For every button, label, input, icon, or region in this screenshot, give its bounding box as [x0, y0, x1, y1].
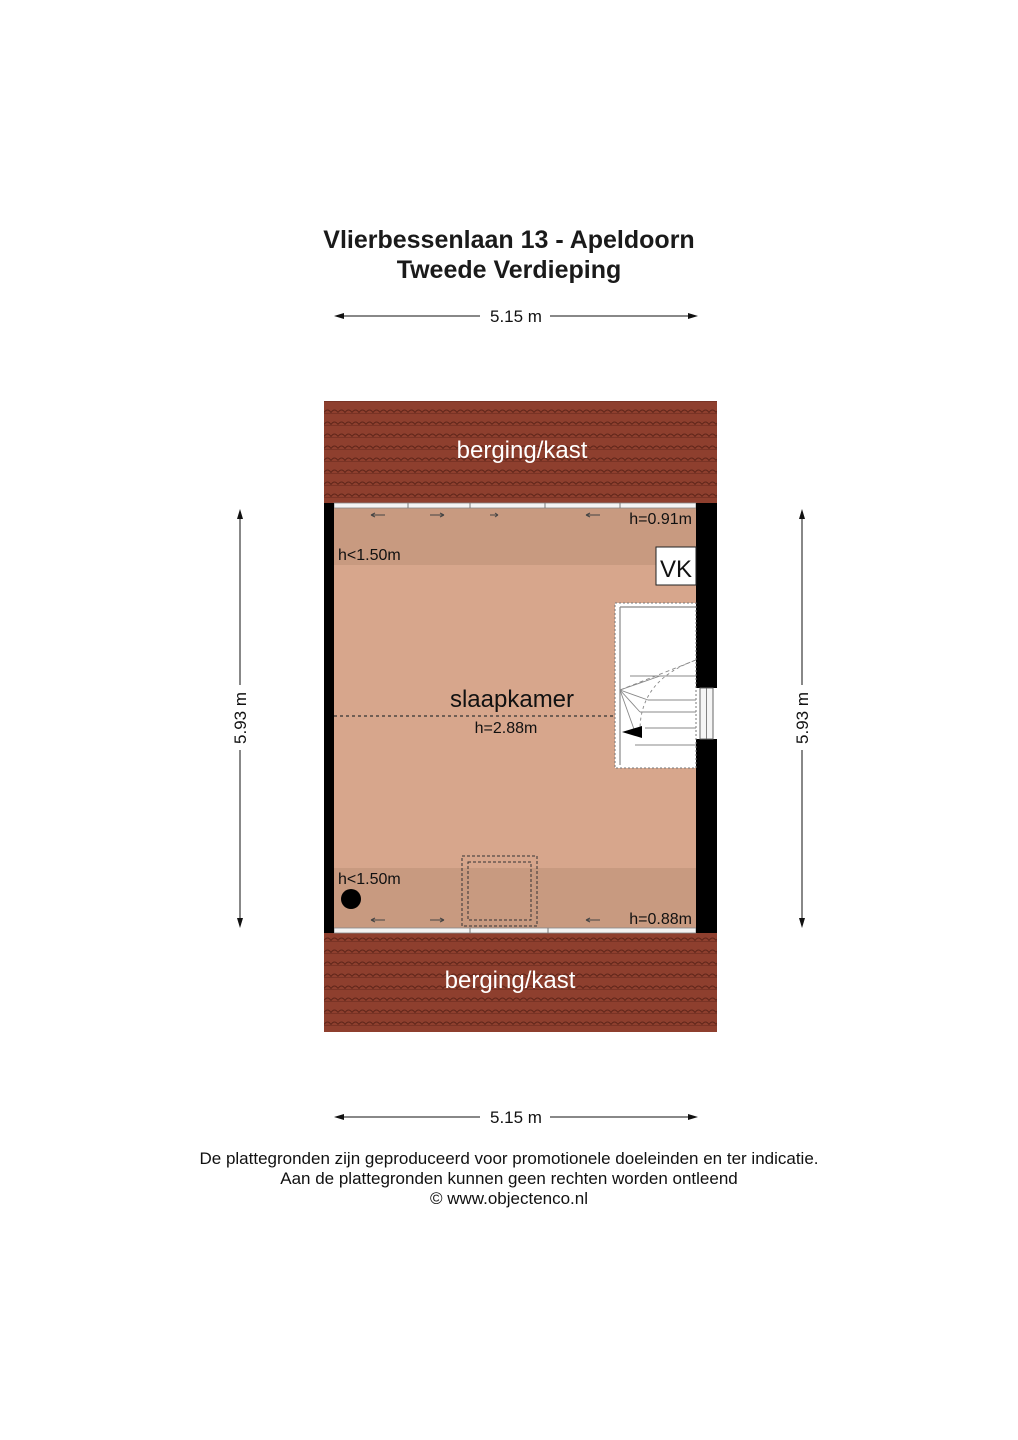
arrow-left-icon	[334, 313, 344, 319]
disclaimer-line-1: De plattegronden zijn geproduceerd voor promotionele doeleinden en ter indicatie.	[199, 1149, 819, 1168]
dimension-top	[334, 307, 698, 326]
dimension-right	[793, 509, 812, 928]
wall-right-upper	[696, 503, 717, 688]
room-name: slaapkamer	[449, 686, 575, 713]
height-label-bottom-left: h<1.50m	[338, 871, 401, 888]
dimension-left	[231, 509, 250, 928]
storage-label-bottom: berging/kast	[444, 967, 576, 994]
dimension-bottom	[334, 1108, 698, 1127]
room-height: h=2.88m	[474, 720, 538, 737]
arrow-right-icon	[688, 1114, 698, 1120]
staircase	[615, 603, 696, 768]
knee-wall-door	[334, 928, 696, 933]
height-label-top-right: h=0.91m	[629, 511, 692, 528]
plan-address-title: Vlierbessenlaan 13 - Apeldoorn	[323, 226, 695, 254]
arrow-down-icon	[799, 918, 805, 928]
dimension-label-bottom: 5.15 m	[490, 1108, 542, 1127]
disclaimer-line-2: Aan de plattegronden kunnen geen rechten worden ontleend	[280, 1169, 738, 1188]
arrow-up-icon	[799, 509, 805, 519]
arrow-up-icon	[237, 509, 243, 519]
copyright-line: © www.objectenco.nl	[429, 1189, 589, 1208]
vk-label: VK	[659, 556, 693, 583]
storage-label-top: berging/kast	[456, 437, 588, 464]
wall-left	[324, 503, 334, 933]
height-label-bottom-right: h=0.88m	[629, 911, 692, 928]
arrow-left-icon	[334, 1114, 344, 1120]
dimension-label-right: 5.93 m	[793, 692, 812, 744]
arrow-down-icon	[237, 918, 243, 928]
arrow-right-icon	[688, 313, 698, 319]
wall-right-lower	[696, 739, 717, 933]
height-label-top-left: h<1.50m	[338, 547, 401, 564]
knee-wall-door	[334, 503, 696, 508]
dimension-label-top: 5.15 m	[490, 307, 542, 326]
dimension-label-left: 5.93 m	[231, 692, 250, 744]
floor-name-title: Tweede Verdieping	[396, 256, 622, 284]
pipe-icon	[341, 889, 361, 909]
